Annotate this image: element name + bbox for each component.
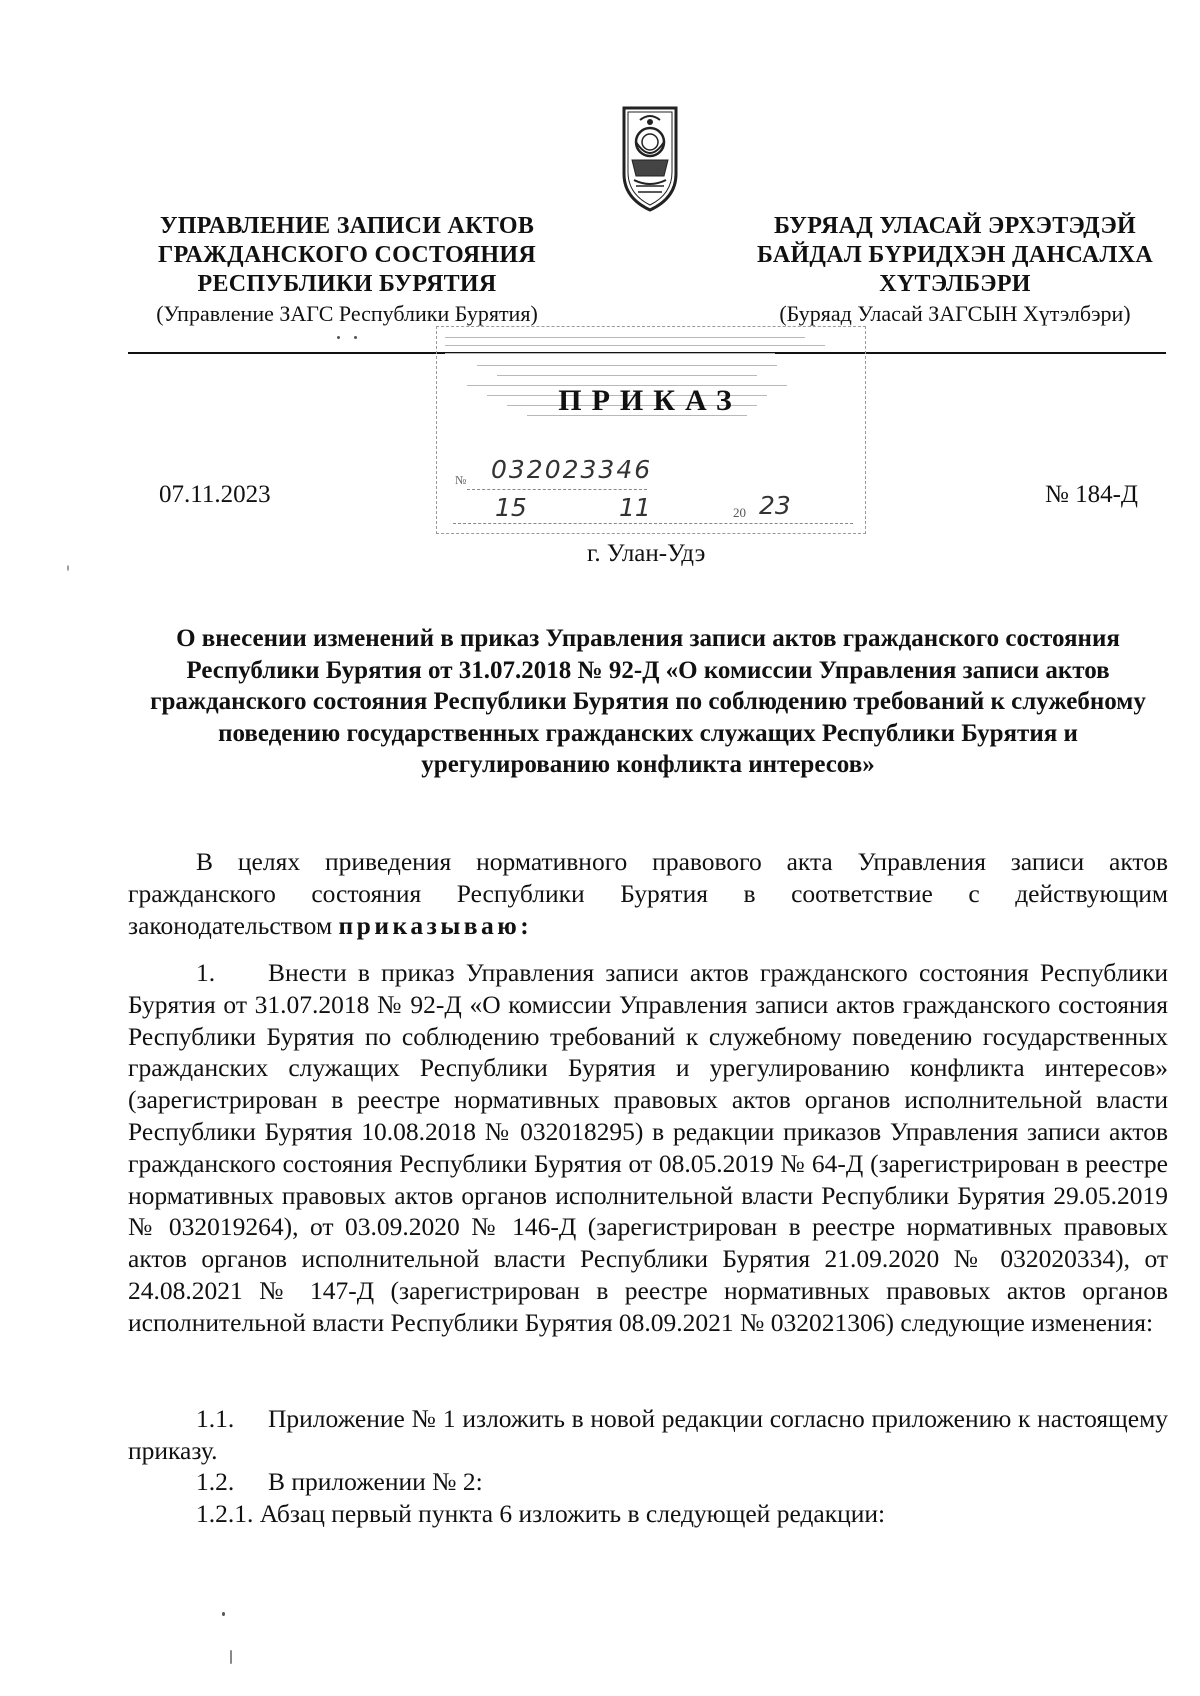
document-title: ПРИКАЗ — [558, 384, 742, 417]
intro-text: В целях приведения нормативного правового акта Управления записи актов гражданского состояния Республики Бурятия в соответствие с действующим законодательством — [128, 847, 1168, 940]
item-1-1-text: Приложение № 1 изложить в новой редакции согласно приложению к настоящему приказу. — [128, 1404, 1168, 1465]
intro-emphasis: приказываю: — [338, 910, 533, 940]
header-left-line: РЕСПУБЛИКИ БУРЯТИЯ — [197, 271, 497, 297]
header-right-short-name: (Буряад Уласай ЗАГСЫН Хүтэлбэри) — [779, 301, 1131, 326]
stamp-number-label: № — [455, 473, 467, 487]
scan-speck — [230, 1650, 232, 1664]
header-right-line: БУРЯАД УЛАСАЙ ЭРХЭТЭДЭЙ — [773, 213, 1137, 239]
stamp-registration-month: 11 — [619, 493, 651, 522]
stamp-underline — [453, 523, 853, 524]
document-number: № 184-Д — [1045, 481, 1138, 508]
item-number: 1.2. — [196, 1467, 235, 1496]
item-1-text: Внести в приказ Управления записи актов гражданского состояния Республики Бурятия от 31.07.2018 № 92-Д «О комиссии Управления записи актов гражданского состояния Республики Бурятия по соблюдению требований к служебному поведению государственных гражданских служащих Республики Бурятия и урегулированию конфликта интересов» (зарегистрирован в реестре нормативных правовых актов органов исполнительной власти Республики Бурятия 10.08.2018 № 032018295) в редакции приказов Управления записи актов гражданского состояния Республики Бурятия от 08.05.2019 № 64-Д (зарегистрирован в реестре нормативных правовых актов органов исполнительной власти Республики Бурятия 29.05.2019 № 032019264), от 03.09.2020 № 146-Д (зарегистрирован в реестре нормативных правовых актов органов исполнительной власти Республики Бурятия 21.09.2020 № 032020334), от 24.08.2021 № 147-Д (зарегистрирован в реестре нормативных правовых актов органов исполнительной власти Республики Бурятия 08.09.2021 № 032021306) следующие изменения: — [128, 958, 1168, 1337]
stamp-underline — [467, 489, 647, 490]
document-date: 07.11.2023 — [159, 481, 271, 508]
header-right-line: БАЙДАЛ БҮРИДХЭН ДАНСАЛХА — [756, 242, 1153, 268]
item-number: 1.1. — [196, 1404, 235, 1433]
header-left-short-name: (Управление ЗАГС Республики Бурятия) — [156, 301, 538, 326]
item-1-2-text: В приложении № 2: — [268, 1467, 483, 1496]
header-left-line: ГРАЖДАНСКОГО СОСТОЯНИЯ — [158, 242, 536, 268]
registration-stamp — [436, 326, 866, 534]
item-1-paragraph — [128, 957, 1168, 1339]
item-1-2-1-text: Абзац первый пункта 6 изложить в следующей редакции: — [253, 1499, 886, 1528]
coat-of-arms-icon — [618, 102, 682, 216]
item-1-2-paragraph — [128, 1466, 1168, 1498]
item-1-2-1-paragraph — [128, 1498, 1168, 1530]
document-city: г. Улан-Удэ — [587, 540, 706, 567]
document-subject: О внесении изменений в приказ Управления записи актов гражданского состояния Республики Бурятия от 31.07.2018 № 92-Д «О комиссии Управления записи актов гражданского состояния Республики Бурятия по соблюдению требований к служебному поведению государственных гражданских служащих Республики Бурятия и урегулированию конфликта интересов» — [150, 625, 1146, 778]
intro-paragraph — [128, 846, 1168, 941]
stamp-year-prefix: 20 — [733, 505, 746, 520]
item-number: 1. — [196, 958, 216, 987]
scan-speck — [67, 565, 69, 571]
scan-speck — [354, 336, 357, 339]
header-left — [122, 212, 572, 328]
item-number: 1.2.1. — [196, 1499, 254, 1528]
item-1-1-paragraph — [128, 1403, 1168, 1467]
stamp-registration-day: 15 — [495, 493, 527, 522]
header-right — [745, 212, 1165, 328]
scan-speck — [222, 1612, 225, 1616]
scan-speck — [337, 336, 340, 339]
stamp-registration-year: 23 — [759, 491, 791, 520]
header-left-line: УПРАВЛЕНИЕ ЗАПИСИ АКТОВ — [159, 213, 535, 239]
header-right-line: ХҮТЭЛБЭРИ — [879, 271, 1031, 297]
stamp-registration-number: 032023346 — [491, 455, 653, 484]
